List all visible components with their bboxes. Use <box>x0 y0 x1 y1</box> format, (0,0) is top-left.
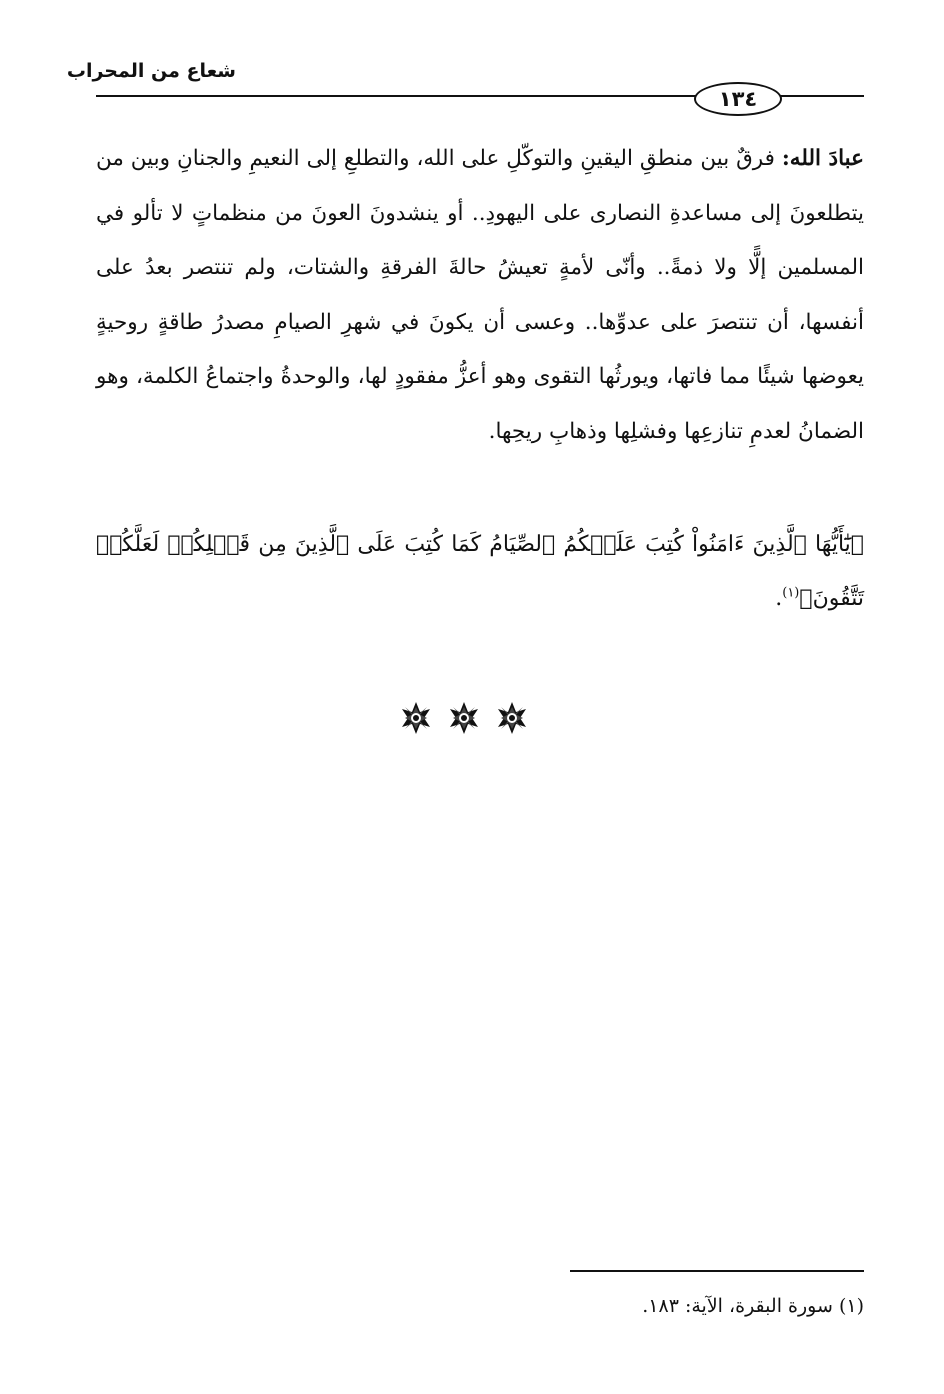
footnote-reference: (١) <box>782 585 800 601</box>
section-ornaments <box>398 700 530 740</box>
verse-end: . <box>775 586 783 611</box>
quran-verse <box>96 518 864 626</box>
body-paragraph <box>96 132 864 459</box>
footnote-text: سورة البقرة، الآية: ١٨٣. <box>642 1295 833 1317</box>
running-title: شعاع من المحراب <box>66 60 236 82</box>
flower-ornament-icon <box>398 700 434 736</box>
flower-ornament-icon <box>494 700 530 736</box>
flower-ornament-icon <box>446 700 482 736</box>
footnote <box>364 1292 864 1320</box>
lead-term: عبادَ الله: <box>781 146 864 171</box>
footnote-rule <box>570 1270 864 1272</box>
paragraph-text: فرقٌ بين منطقِ اليقينِ والتوكّلِ على الله، والتطلعِ إلى النعيمِ والجنانِ وبين من يتطلعونَ إلى مساعدةِ النصارى على اليهودِ.. أو ينشدونَ العونَ من منظماتٍ لا تألو في المسلمين إلًّا ولا ذمةً.. وأنّى لأمةٍ تعيشُ حالةَ الفرقةِ والشتات، ولم تنتصر بعدُ على أنفسها، أن تنتصرَ على عدوِّها.. وعسى أن يكونَ في شهرِ الصيامِ مصدرُ طاقةٍ روحيةٍ يعوضها شيئًا مما فاتها، ويورثُها التقوى وهو أعزُّ مفقودٍ لها، والوحدةُ واجتماعُ الكلمة، وهو الضمانُ لعدمِ تنازعِها وفشلِها وذهابِ ريحِها. <box>96 146 864 444</box>
footnote-marker: (١) <box>838 1295 864 1317</box>
verse-text: ﴿يَٰٓأَيُّهَا ٱلَّذِينَ ءَامَنُواْ كُتِبَ عَلَيۡكُمُ ٱلصِّيَامُ كَمَا كُتِبَ عَلَى ٱلَّذِينَ مِن قَبۡلِكُمۡ لَعَلَّكُمۡ تَتَّقُونَ﴾ <box>96 532 864 611</box>
page-number: ١٣٤ <box>694 82 782 116</box>
